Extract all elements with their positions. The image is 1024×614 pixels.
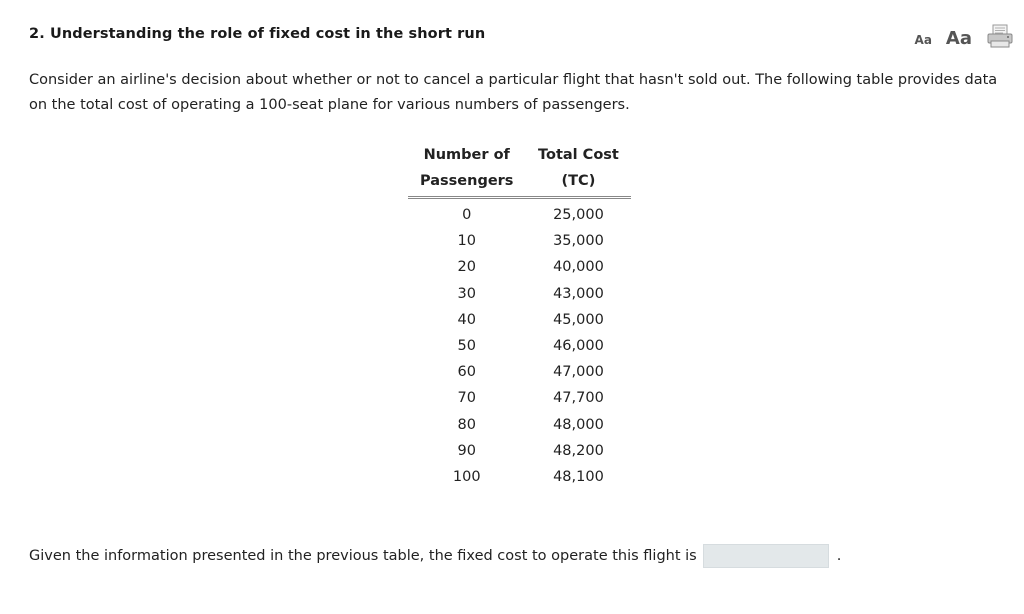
answer-suffix: . xyxy=(836,548,842,564)
passengers-cell: 100 xyxy=(452,469,481,486)
answer-prompt: Given the information presented in the previous table, the fixed cost to operate this flight is xyxy=(29,548,697,564)
table-row xyxy=(408,281,631,307)
header-passengers-line1: Number of xyxy=(423,147,510,163)
passengers-cell: 60 xyxy=(457,364,476,381)
toolbar xyxy=(915,24,1014,48)
cost-table xyxy=(408,142,631,490)
total-cost-cell: 43,000 xyxy=(553,285,604,302)
passengers-cell: 40 xyxy=(457,311,476,328)
passengers-cell: 90 xyxy=(457,442,476,459)
table-row xyxy=(408,307,631,333)
table-row xyxy=(408,254,631,280)
answer-line xyxy=(29,544,841,568)
total-cost-cell: 25,000 xyxy=(553,207,604,223)
font-size-large-button[interactable]: Aa xyxy=(945,28,972,49)
total-cost-cell: 48,100 xyxy=(553,469,604,486)
header-total-cost-line1: Total Cost xyxy=(538,147,619,163)
total-cost-cell: 48,200 xyxy=(553,442,604,459)
table-row xyxy=(408,228,631,254)
table-row xyxy=(408,359,631,385)
passengers-cell: 0 xyxy=(462,207,472,223)
fixed-cost-answer-dropdown[interactable] xyxy=(703,544,829,568)
question-intro: Consider an airline's decision about whether or not to cancel a particular flight that hasn't sold out. The following table provides data on the total cost of operating a 100-seat plane for various numbers of passengers. xyxy=(29,72,998,113)
total-cost-cell: 45,000 xyxy=(553,311,604,328)
table-row xyxy=(408,438,631,464)
total-cost-cell: 35,000 xyxy=(553,233,604,250)
passengers-cell: 20 xyxy=(457,259,476,276)
question-title: 2. Understanding the role of fixed cost in the short run xyxy=(29,26,486,42)
passengers-cell: 10 xyxy=(457,233,476,250)
total-cost-cell: 40,000 xyxy=(553,259,604,276)
table-row xyxy=(408,464,631,490)
header-total-cost-line2: (TC) xyxy=(525,168,631,198)
total-cost-cell: 47,700 xyxy=(553,390,604,407)
table-row xyxy=(408,385,631,411)
total-cost-cell: 48,000 xyxy=(553,416,604,433)
header-passengers-line2: Passengers xyxy=(408,168,525,198)
passengers-cell: 70 xyxy=(457,390,476,407)
table-row xyxy=(408,333,631,359)
font-size-small-button[interactable]: Aa xyxy=(914,33,932,47)
passengers-cell: 30 xyxy=(457,285,476,302)
table-row xyxy=(408,412,631,438)
printer-icon[interactable] xyxy=(986,24,1014,48)
passengers-cell: 50 xyxy=(457,338,476,355)
table-row xyxy=(408,198,631,229)
total-cost-cell: 47,000 xyxy=(553,364,604,381)
passengers-cell: 80 xyxy=(457,416,476,433)
total-cost-cell: 46,000 xyxy=(553,338,604,355)
table-body xyxy=(408,198,631,491)
